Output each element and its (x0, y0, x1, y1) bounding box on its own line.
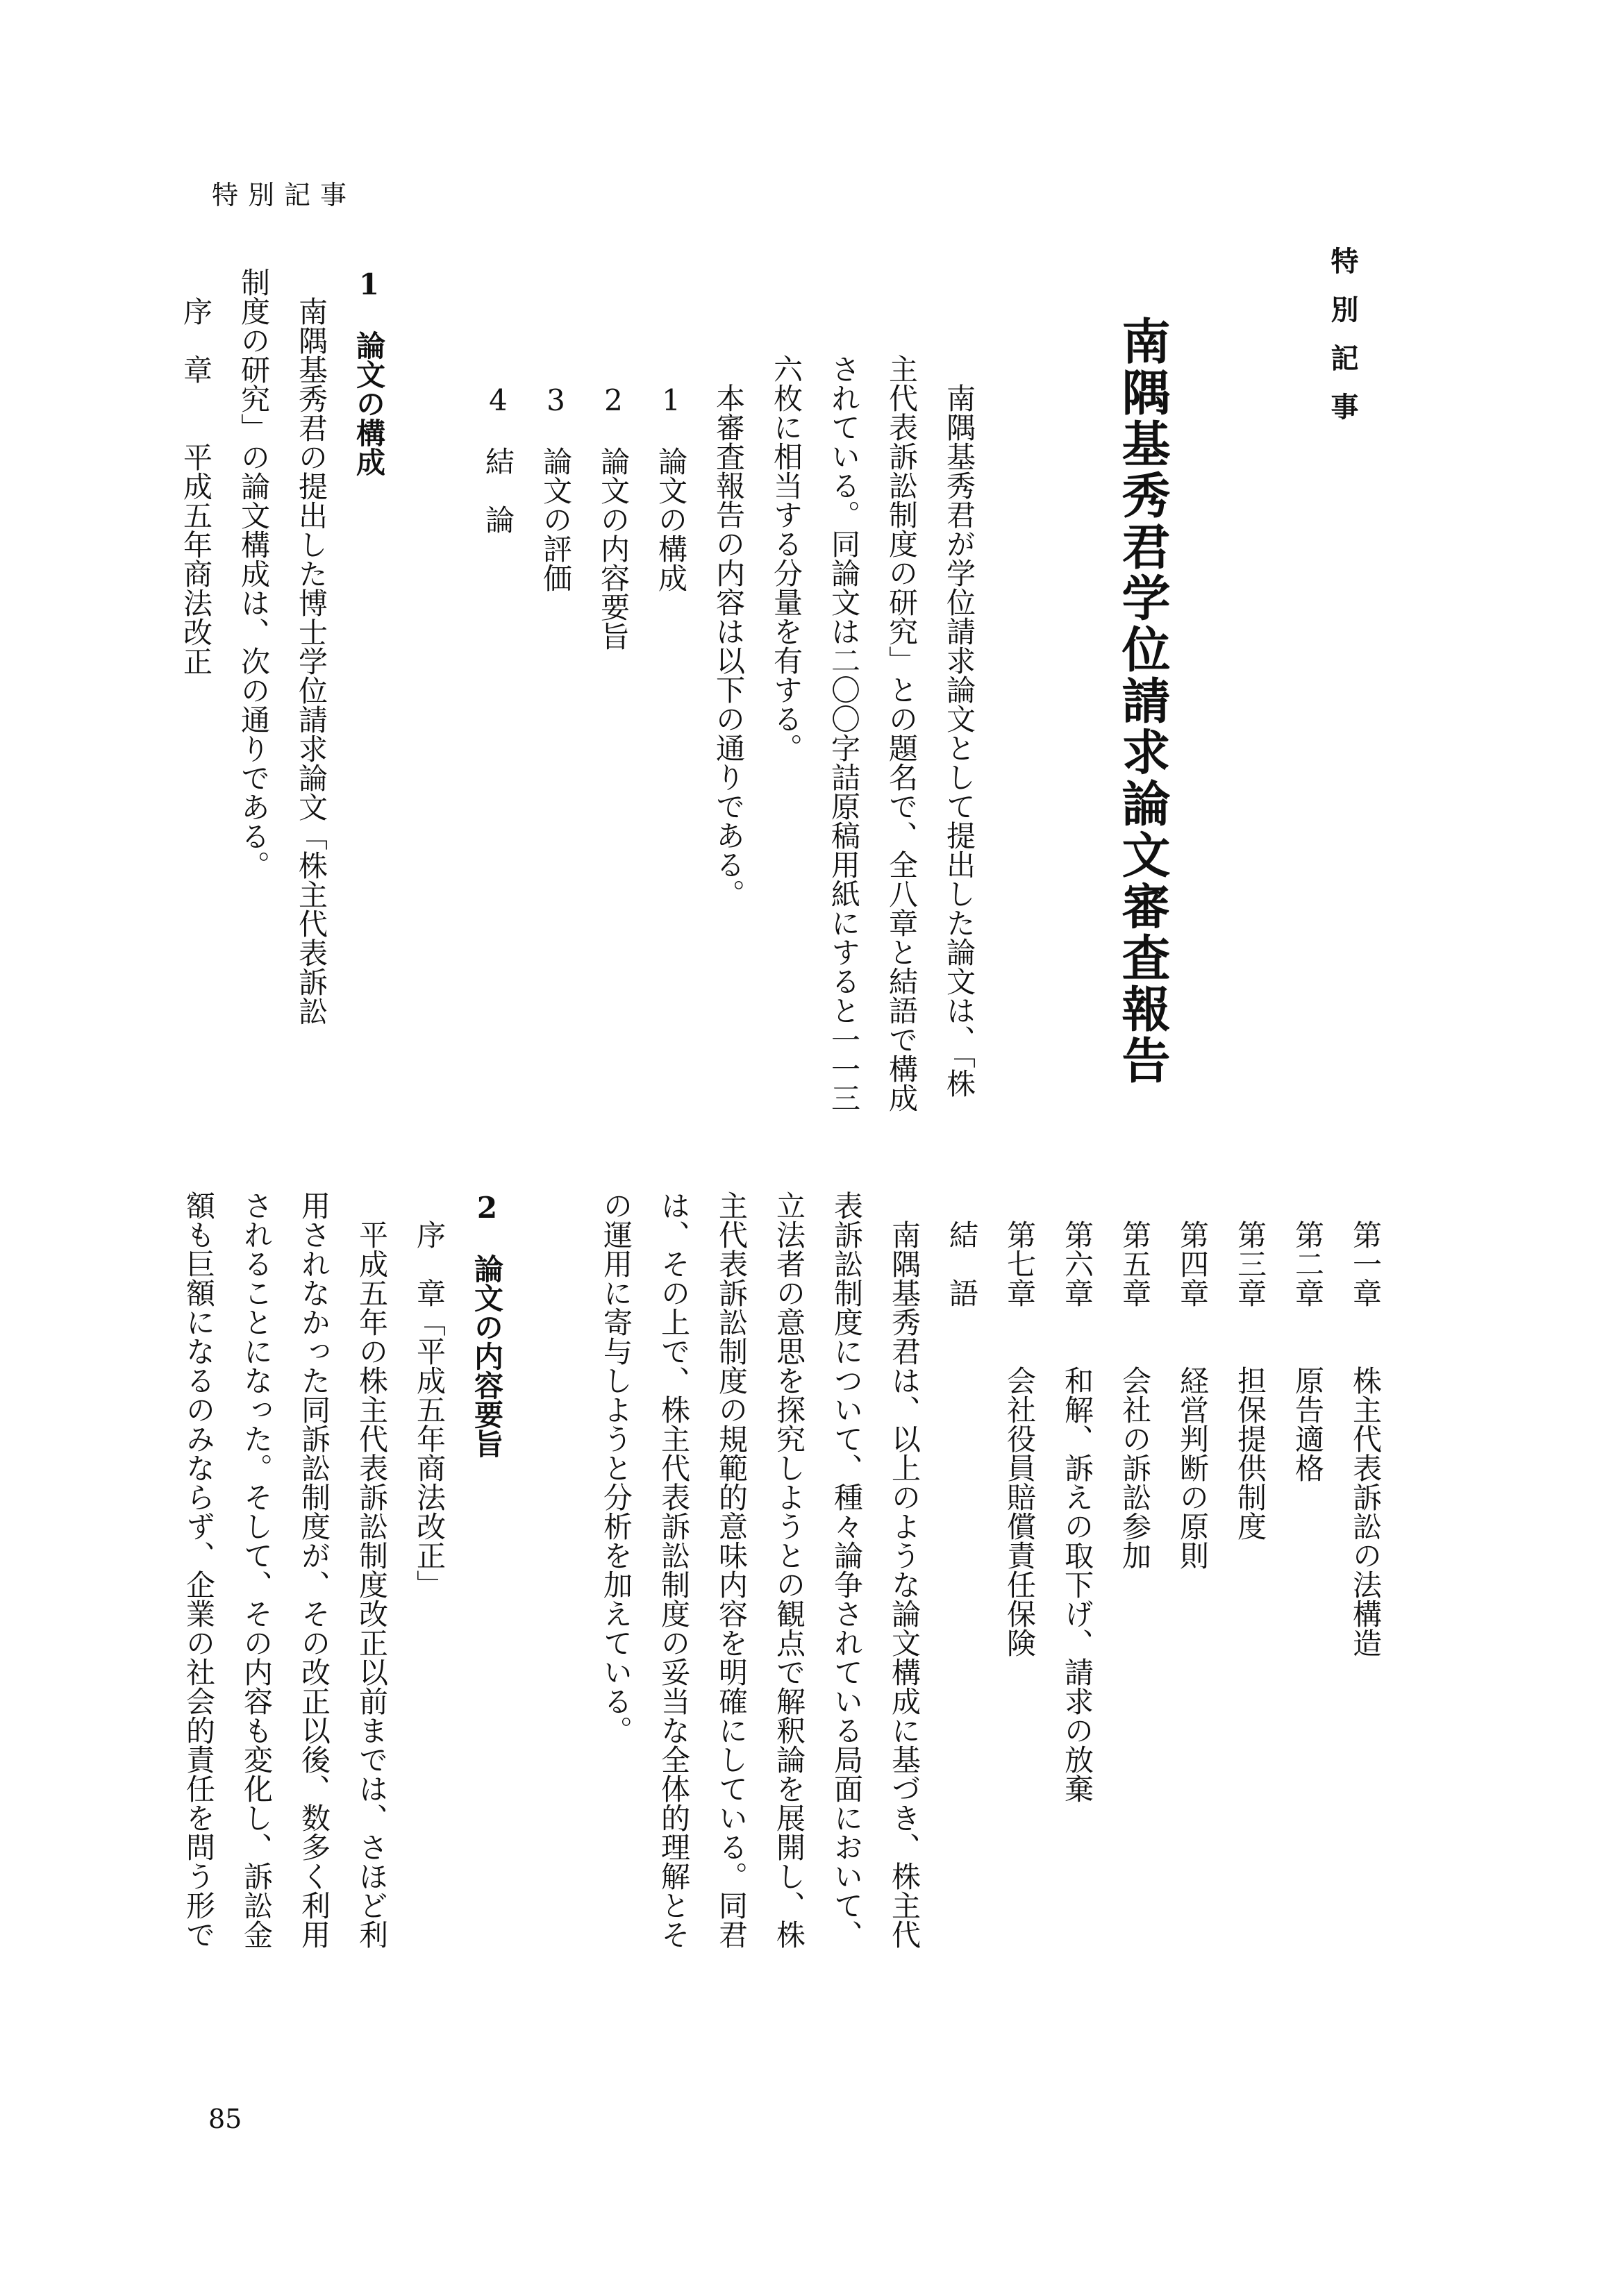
section-number: 2 (470, 1191, 504, 1225)
chapter-item: 第七章 会社役員賠償責任保険 (1003, 1191, 1037, 1657)
section-heading-text: 論文の構成 (352, 330, 386, 476)
text-line: 南隅基秀君が学位請求論文として提出した論文は、「株 (942, 354, 976, 1098)
chapter-item: 第三章 担保提供制度 (1233, 1191, 1267, 1541)
text-line: 主代表訴訟制度の規範的意味内容を明確にしている。同君 (715, 1191, 749, 1949)
text-line: 平成五年の株主代表訴訟制度改正以前までは、さほど利 (355, 1191, 389, 1949)
chapter-item: 結 語 (945, 1191, 979, 1307)
text-line: 用されなかった同訴訟制度が、その改正以後、数多く利用 (297, 1191, 331, 1949)
chapter-item: 第四章 経営判断の原則 (1176, 1191, 1210, 1570)
text-line: 立法者の意思を探究しようとの観点で解釈論を展開し、株 (772, 1191, 806, 1949)
text-line: 制度の研究」の論文構成は、次の通りである。 (237, 267, 271, 880)
page-title: 南隅基秀君学位請求論文審査報告 (1114, 316, 1171, 1087)
text-line: されている。同論文は二〇〇字詰原稿用紙にすると一一三 (827, 354, 861, 1112)
chapter-item: 序 章 平成五年商法改正 (179, 267, 213, 676)
section-label: 特別記事 (1326, 246, 1359, 441)
page-number: 85 (208, 2104, 242, 2134)
section-number: 1 (352, 267, 386, 301)
toc-item: 4 結 論 (481, 354, 515, 534)
text-line: 六枚に相当する分量を有する。 (769, 354, 803, 762)
section-heading-2 (470, 1191, 504, 1458)
text-line: 額も巨額になるのみならず、企業の社会的責任を問う形で (182, 1191, 216, 1949)
text-line: 南隅基秀君は、以上のような論文構成に基づき、株主代 (887, 1191, 921, 1949)
toc-item: 3 論文の評価 (539, 354, 573, 592)
toc-item: 1 論文の構成 (654, 354, 688, 592)
subsection-heading: 序 章「平成五年商法改正」 (412, 1191, 447, 1599)
chapter-item: 第一章 株主代表訴訟の法構造 (1349, 1191, 1383, 1657)
running-head: 特別記事 (212, 180, 357, 210)
text-line: されることになった。そして、その内容も変化し、訴訟金 (240, 1191, 274, 1949)
chapter-item: 第六章 和解、訴えの取下げ、請求の放棄 (1060, 1191, 1094, 1803)
text-line: は、その上で、株主代表訴訟制度の妥当な全体的理解とそ (657, 1191, 691, 1949)
text-line: 表訴訟制度について、種々論争されている局面において、 (830, 1191, 864, 1949)
section-heading-1 (352, 267, 386, 476)
section-heading-text: 論文の内容要旨 (470, 1254, 504, 1458)
toc-item: 2 論文の内容要旨 (597, 354, 631, 651)
text-line: 南隅基秀君の提出した博士学位請求論文「株主代表訴訟 (294, 267, 328, 1025)
chapter-item: 第五章 会社の訴訟参加 (1118, 1191, 1152, 1570)
text-line: 本審査報告の内容は以下の通りである。 (712, 354, 746, 908)
text-line: 主代表訴訟制度の研究」との題名で、全八章と結語で構成 (885, 354, 919, 1112)
section-heading-gap (352, 301, 386, 330)
text-line: の運用に寄与しようと分析を加えている。 (599, 1191, 633, 1745)
chapter-item: 第二章 原告適格 (1291, 1191, 1325, 1482)
section-heading-gap (470, 1225, 504, 1254)
